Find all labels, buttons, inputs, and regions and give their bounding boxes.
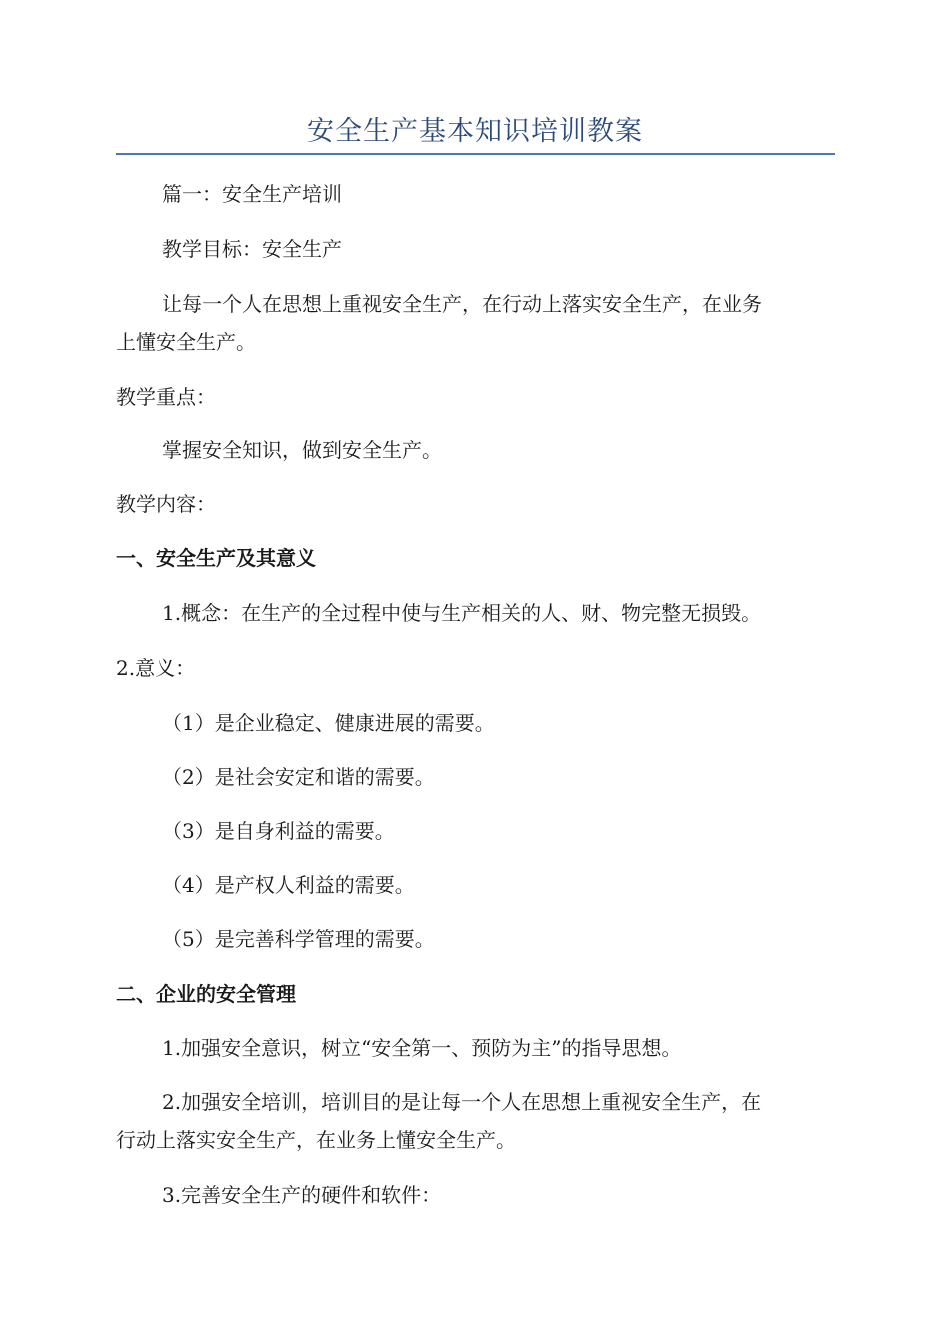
meaning-item: 2.意义： xyxy=(116,656,196,680)
concept-item: 1.概念：在生产的全过程中使与生产相关的人、财、物完整无损毁。 xyxy=(162,601,762,625)
objective-body-line-1: 让每一个人在思想上重视安全生产，在行动上落实安全生产，在业务 xyxy=(162,292,762,316)
meaning-point-4: （4）是产权人利益的需要。 xyxy=(162,873,415,897)
management-item-2-line-2: 行动上落实安全生产，在业务上懂安全生产。 xyxy=(116,1128,516,1152)
meaning-point-5: （5）是完善科学管理的需要。 xyxy=(162,927,435,951)
management-item-1: 1.加强安全意识，树立“安全第一、预防为主”的指导思想。 xyxy=(162,1036,682,1060)
objective-body-line-2: 上懂安全生产。 xyxy=(116,330,256,354)
teaching-objective: 教学目标：安全生产 xyxy=(162,237,342,261)
section-heading-2: 二、企业的安全管理 xyxy=(116,982,296,1006)
chapter-heading: 篇一：安全生产培训 xyxy=(162,182,342,206)
management-item-3: 3.完善安全生产的硬件和软件： xyxy=(162,1183,442,1207)
management-item-2-line-1: 2.加强安全培训，培训目的是让每一个人在思想上重视安全生产，在 xyxy=(162,1090,762,1114)
document-title: 安全生产基本知识培训教案 xyxy=(307,116,643,147)
meaning-point-2: （2）是社会安定和谐的需要。 xyxy=(162,765,435,789)
teaching-key-label: 教学重点： xyxy=(116,385,216,409)
meaning-point-1: （1）是企业稳定、健康进展的需要。 xyxy=(162,711,495,735)
title-underline xyxy=(116,153,835,155)
meaning-point-3: （3）是自身利益的需要。 xyxy=(162,819,395,843)
teaching-key-body: 掌握安全知识，做到安全生产。 xyxy=(162,438,442,462)
section-heading-1: 一、安全生产及其意义 xyxy=(116,546,316,570)
teaching-content-label: 教学内容： xyxy=(116,492,216,516)
